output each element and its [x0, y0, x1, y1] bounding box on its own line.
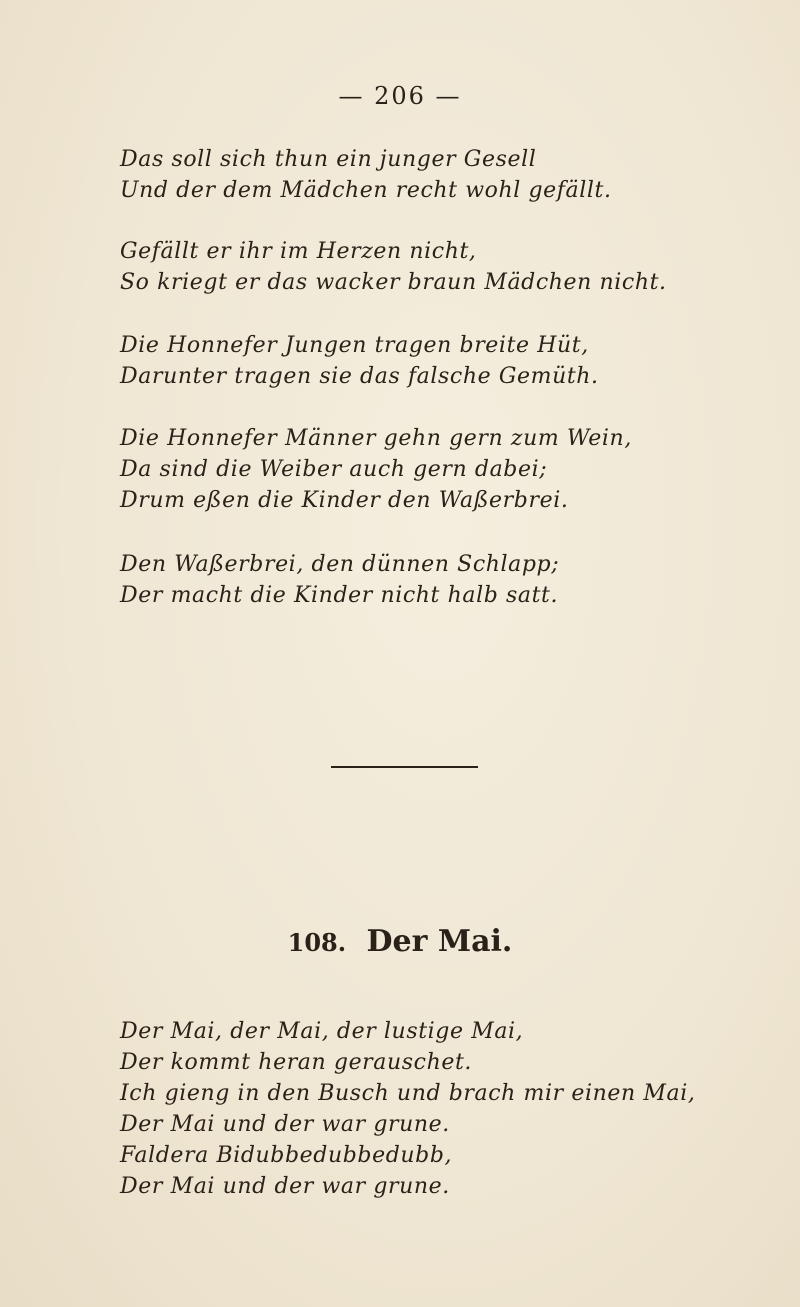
verse-line: Die Honnefer Jungen tragen breite Hüt,: [120, 333, 589, 358]
verse-line: Drum eßen die Kinder den Waßerbrei.: [120, 488, 569, 513]
verse-line: So kriegt er das wacker braun Mädchen nicht.: [120, 270, 667, 295]
verse-line: Den Waßerbrei, den dünnen Schlapp;: [120, 552, 560, 577]
poem-number: 108.: [287, 928, 347, 957]
verse-line: Der Mai und der war grune.: [120, 1174, 450, 1199]
stanza-1: [120, 144, 740, 206]
stanza-4: [120, 423, 740, 516]
stanza-5: [120, 549, 740, 611]
verse-line: Der Mai, der Mai, der lustige Mai,: [120, 1019, 524, 1044]
stanza-2: [120, 236, 740, 298]
verse-line: Gefällt er ihr im Herzen nicht,: [120, 239, 477, 264]
verse-line: Darunter tragen sie das falsche Gemüth.: [120, 364, 599, 389]
verse-line: Und der dem Mädchen recht wohl gefällt.: [120, 178, 612, 203]
verse-line: Der Mai und der war grune.: [120, 1112, 450, 1137]
poem-stanza: [120, 1016, 740, 1202]
poem-heading: [0, 924, 800, 959]
verse-line: Faldera Bidubbedubbedubb,: [120, 1143, 453, 1168]
verse-line: Das soll sich thun ein junger Gesell: [120, 147, 537, 172]
verse-line: Der kommt heran gerauschet.: [120, 1050, 473, 1075]
verse-line: Da sind die Weiber auch gern dabei;: [120, 457, 548, 482]
stanza-3: [120, 330, 740, 392]
section-divider: [331, 766, 478, 768]
verse-line: Ich gieng in den Busch und brach mir einen Mai,: [120, 1081, 696, 1106]
verse-line: Die Honnefer Männer gehn gern zum Wein,: [120, 426, 632, 451]
poem-title: Der Mai.: [366, 924, 513, 959]
verse-line: Der macht die Kinder nicht halb satt.: [120, 583, 559, 608]
page-number: — 206 —: [338, 82, 462, 110]
